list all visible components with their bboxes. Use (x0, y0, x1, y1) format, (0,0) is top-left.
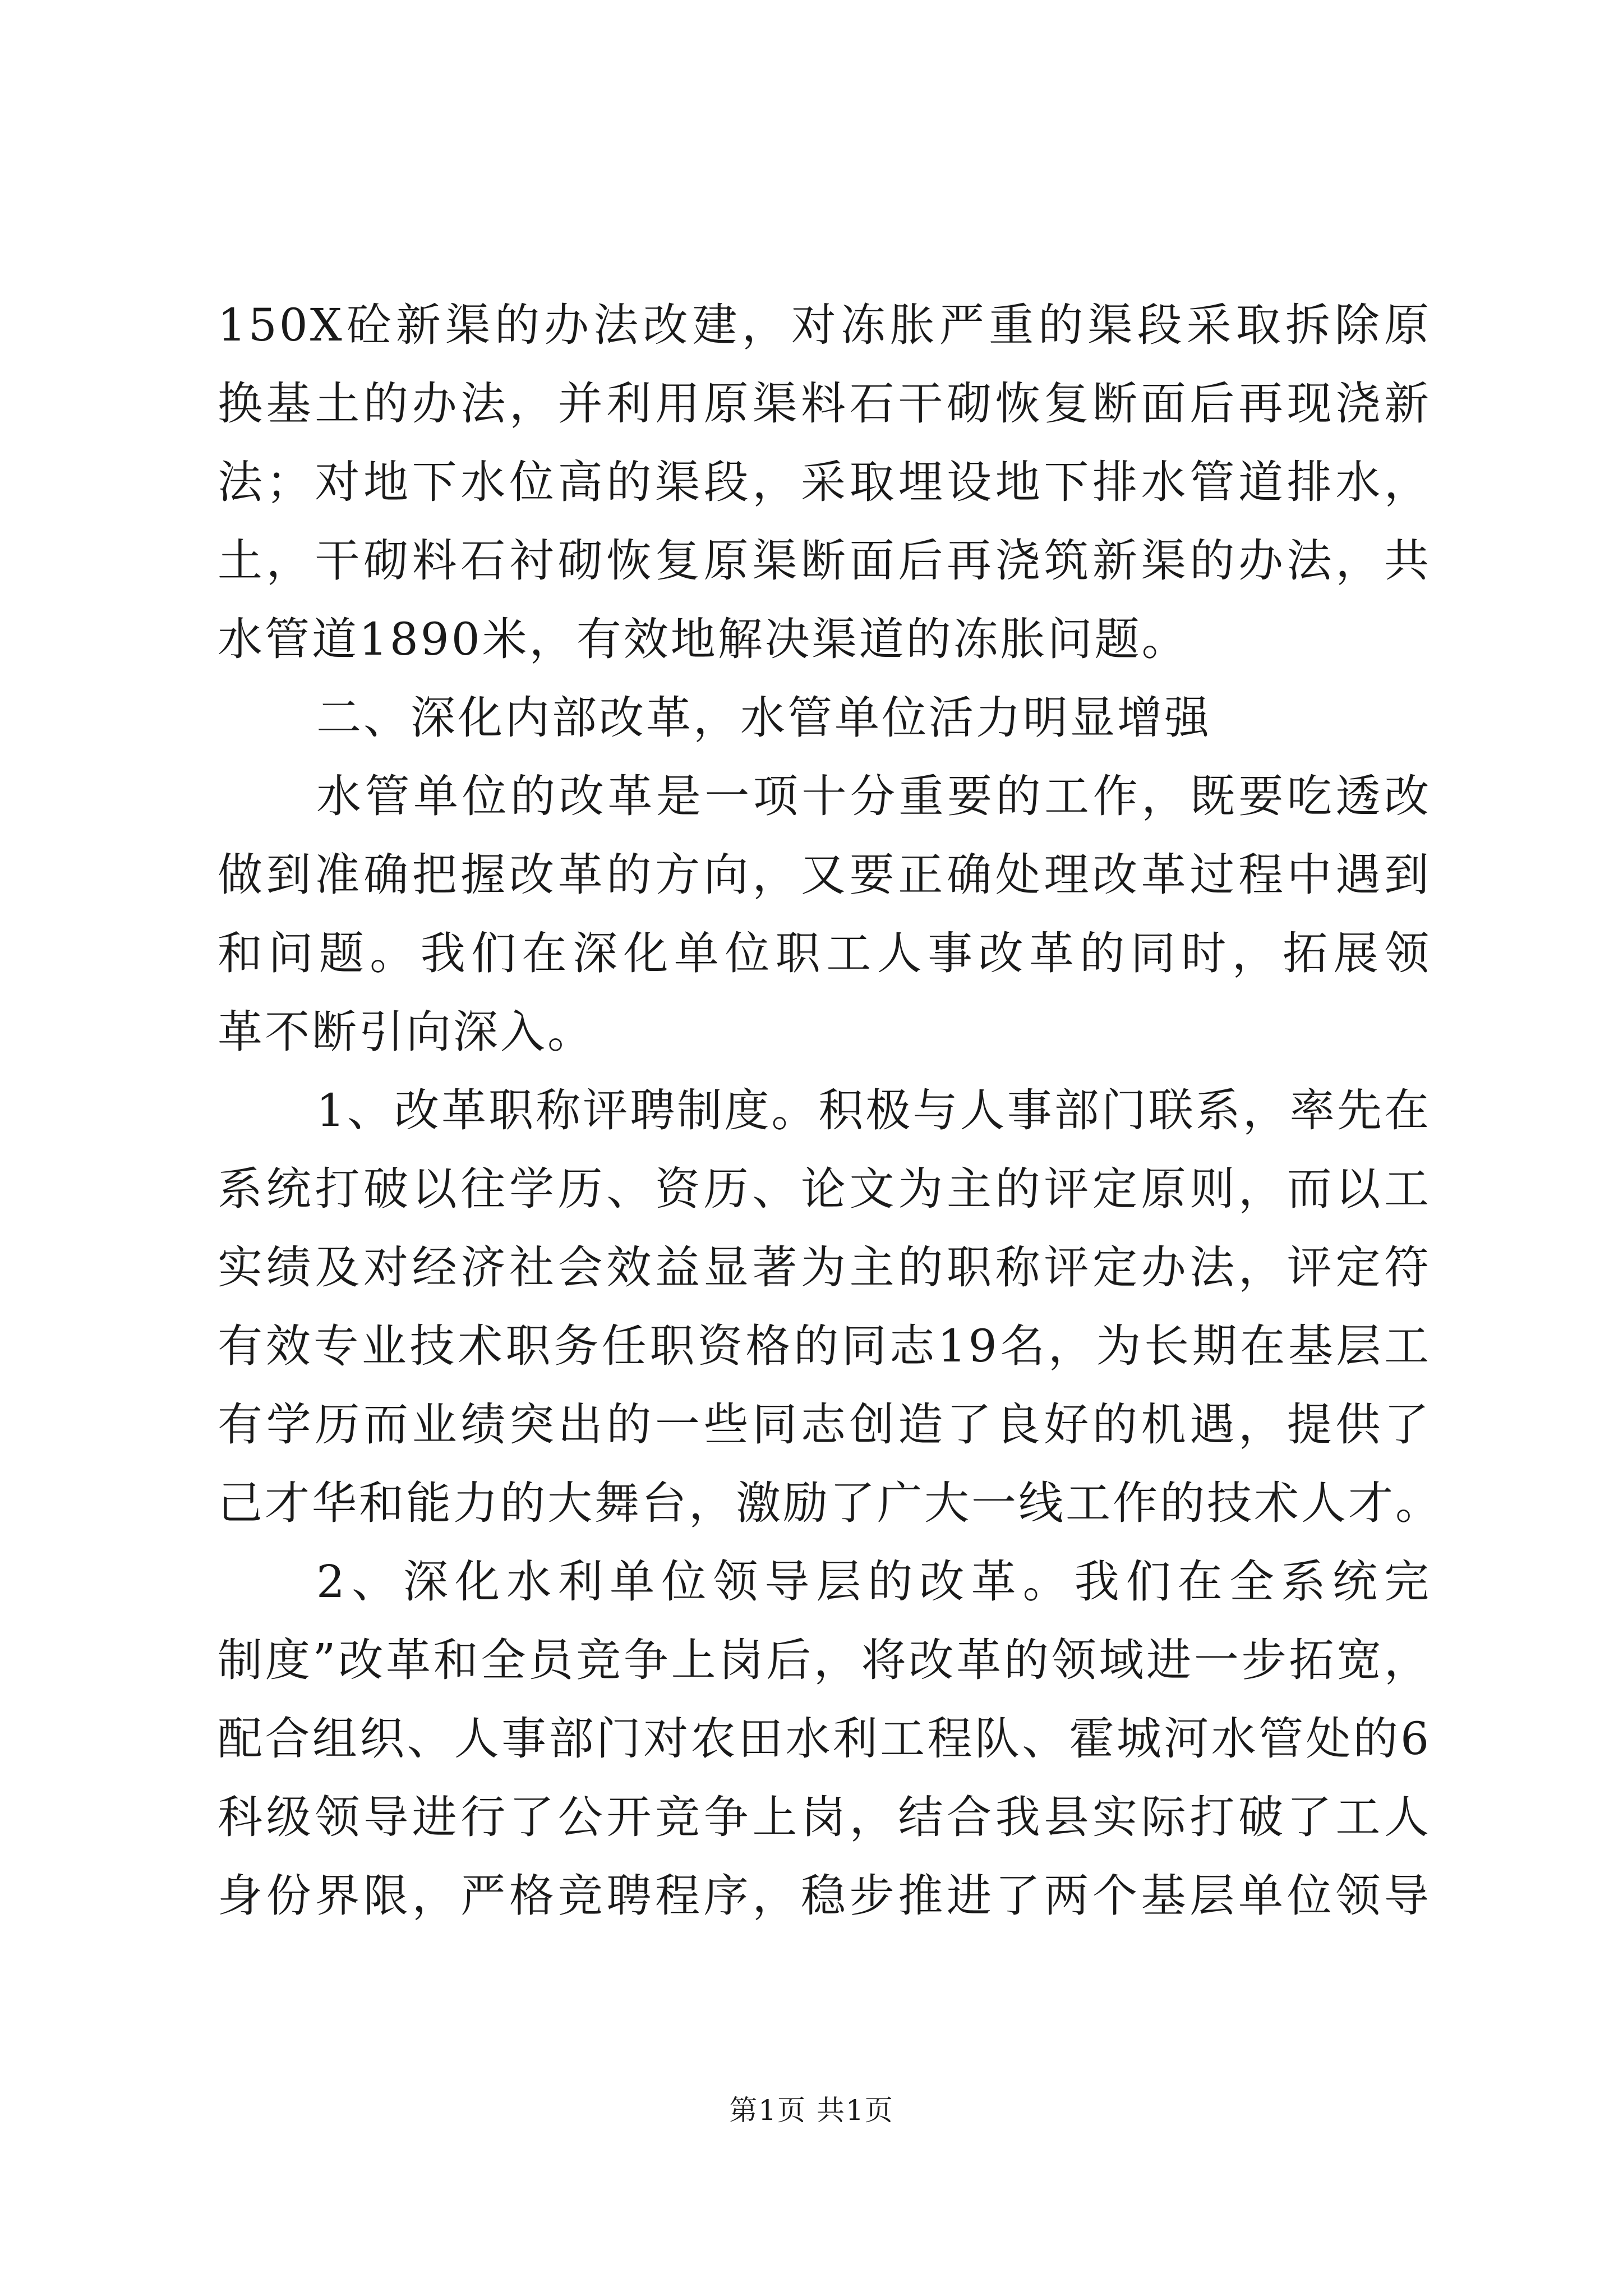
text-line: 制度”改革和全员竞争上岗后，将改革的领域进一步拓宽， (218, 1634, 1431, 1686)
text-line: 实绩及对经济社会效益显著为主的职称评定办法，评定符 (218, 1241, 1431, 1294)
text-line: 和问题。我们在深化单位职工人事改革的同时，拓展领 (218, 927, 1431, 979)
text-line: 有效专业技术职务任职资格的同志19名，为长期在基层工 (218, 1320, 1431, 1372)
text-line: 换基土的办法，并利用原渠料石干砌恢复断面后再现浇新 (218, 378, 1431, 430)
text-line: 二、深化内部改革，水管单位活力明显增强 (316, 692, 1211, 744)
document-body (218, 286, 1442, 1935)
text-line: 2、深化水利单位领导层的改革。我们在全系统完 (316, 1556, 1431, 1608)
page-footer: 第1页 共1页 (729, 2094, 894, 2127)
text-line: 土，干砌料石衬砌恢复原渠断面后再浇筑新渠的办法，共 (218, 535, 1431, 587)
text-line: 革不断引向深入。 (218, 1006, 594, 1058)
text-line: 有学历而业绩突出的一些同志创造了良好的机遇，提供了 (218, 1398, 1431, 1451)
text-line: 1、改革职称评聘制度。积极与人事部门联系，率先在 (316, 1084, 1431, 1137)
text-line: 科级领导进行了公开竞争上岗，结合我县实际打破了工人 (218, 1791, 1431, 1843)
text-line: 做到准确把握改革的方向，又要正确处理改革过程中遇到 (218, 849, 1431, 901)
text-line: 身份界限，严格竞聘程序，稳步推进了两个基层单位领导 (218, 1870, 1431, 1922)
text-line: 水管单位的改革是一项十分重要的工作，既要吃透改 (316, 770, 1431, 822)
text-line: 系统打破以往学历、资历、论文为主的评定原则，而以工 (218, 1163, 1431, 1215)
text-line: 配合组织、人事部门对农田水利工程队、霍城河水管处的6 (218, 1713, 1431, 1765)
text-line: 法；对地下水位高的渠段，采取埋设地下排水管道排水， (218, 456, 1431, 508)
text-line: 水管道1890米，有效地解决渠道的冻胀问题。 (218, 613, 1189, 665)
text-line: 己才华和能力的大舞台，激励了广大一线工作的技术人才。 (218, 1477, 1442, 1529)
text-line: 150X砼新渠的办法改建，对冻胀严重的渠段采取拆除原 (218, 299, 1431, 351)
